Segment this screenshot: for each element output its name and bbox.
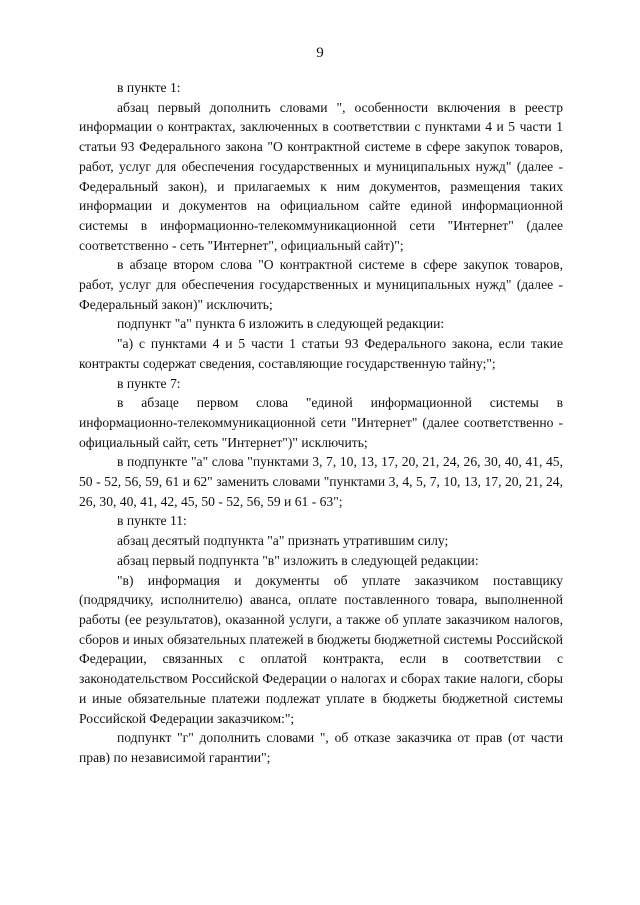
paragraph-item-11-heading: в пункте 11: <box>117 513 187 529</box>
paragraph-item-7a-replacement: в подпункте "а" слова "пунктами 3, 7, 10, 13, 17, 20, 21, 24, 26, 30, 40, 41, 45, 50 - 52, 56, 59, 61 и 62" заменить словами "пунктами 3, 4, 5, 7, 10, 13, 17, 20, 21, 24, 26, 30, 40, 41, 42, 45, 50 - 52, 56, 59 и 61 - 63"; <box>79 454 563 509</box>
paragraph-item-1-heading: в пункте 1: <box>117 80 181 95</box>
paragraph-item-6a-text: "а) с пунктами 4 и 5 части 1 статьи 93 Федерального закона, если такие контракты содержат сведения, составляющие государственную тайну;"; <box>79 336 563 371</box>
document-body <box>79 78 563 768</box>
paragraph-item-7-heading: в пункте 7: <box>117 375 181 391</box>
paragraph-item-11v-text: "в) информация и документы об уплате заказчиком поставщику (подрядчику, исполнителю) аванса, оплате поставленного товара, выполненной работы (ее результатов), оказанной услуги, а также об уплате заказчиком налогов, сборов и иных обязательных платежей в бюджеты бюджетной системы Российской Федерации, связанных с оплатой контракта, если в соответствии с законодательством Российской Федерации о налогах и сборах такие налоги, сборы и иные обязательные платежи подлежат уплате в бюджеты бюджетной системы Российской Федерации заказчиком:"; <box>79 572 563 726</box>
paragraph-item-11v-heading: абзац первый подпункта "в" изложить в следующей редакции: <box>117 552 479 568</box>
page-number: 9 <box>316 45 324 61</box>
paragraph-abzac-first-amendment: абзац первый дополнить словами ", особенности включения в реестр информации о контрактах, заключенных в соответствии с пунктами 4 и 5 части 1 статьи 93 Федерального закона "О контрактной системе в сфере закупок товаров, работ, услуг для обеспечения государственных и муниципальных нужд" (далее - Федеральный закон), и прилагаемых к ним документов, размещения таких информации и документов на официальном сайте единой информационной системы в информационно-телекоммуникационной сети "Интернет" (далее соответственно - сеть "Интернет", официальный сайт)"; <box>79 99 563 253</box>
paragraph-item-7-first-abzac: в абзаце первом слова "единой информационной системы в информационно-телекоммуникационной сети "Интернет" (далее соответственно - официальный сайт, сеть "Интернет")" исключить; <box>79 395 563 450</box>
paragraph-abzac-second-amendment: в абзаце втором слова "О контрактной системе в сфере закупок товаров, работ, услуг для обеспечения государственных и муниципальных нужд" (далее - Федеральный закон)" исключить; <box>79 257 563 312</box>
paragraph-item-11a-repeal: абзац десятый подпункта "а" признать утратившим силу; <box>117 533 449 549</box>
paragraph-item-6-heading: подпункт "а" пункта 6 изложить в следующей редакции: <box>117 316 445 332</box>
paragraph-item-11g-addition: подпункт "г" дополнить словами ", об отказе заказчика от прав (от части прав) по независимой гарантии"; <box>79 730 563 765</box>
